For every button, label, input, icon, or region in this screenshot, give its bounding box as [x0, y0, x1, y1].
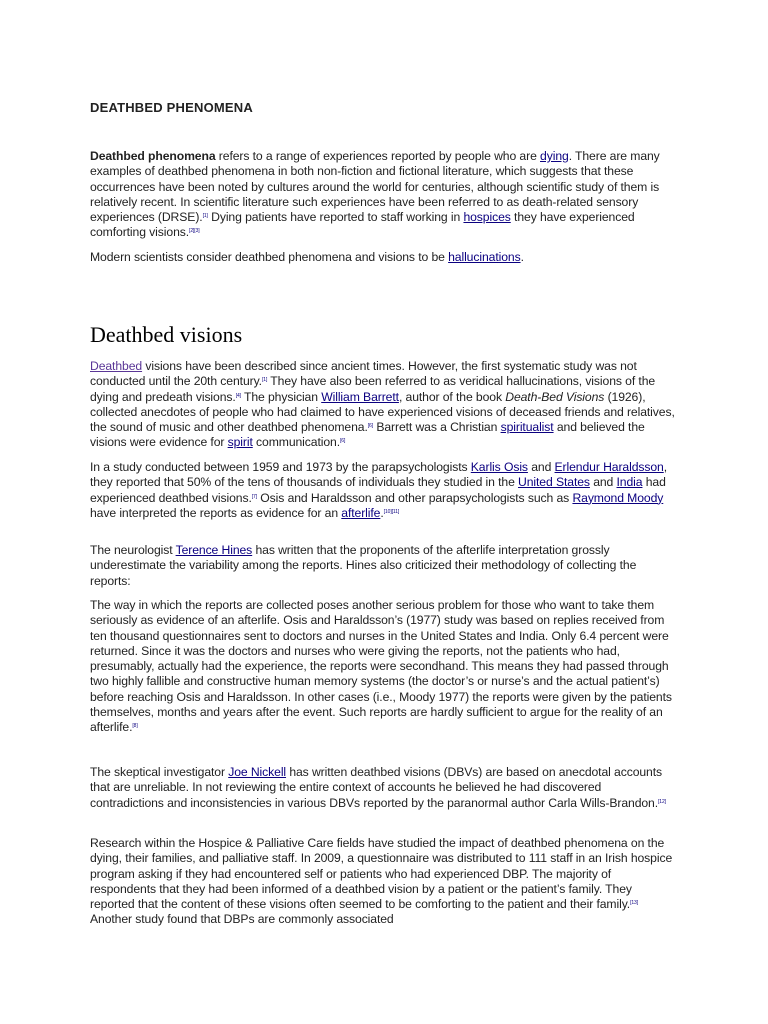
section-paragraph-3: The neurologist Terence Hines has written that the proponents of the afterlife interpretation grossly underestimate the variability among the reports. Hines also criticized their methodology of collecting the reports:	[90, 543, 637, 588]
section-heading: Deathbed visions	[90, 322, 243, 347]
ref-link[interactable]: [6]	[367, 423, 374, 430]
link-erlendur-haraldsson[interactable]: Erlendur Haraldsson	[554, 460, 664, 474]
ref-link[interactable]: [7]	[251, 493, 258, 500]
ref-link[interactable]: [4]	[235, 392, 241, 399]
link-raymond-moody[interactable]: Raymond Moody	[572, 490, 664, 505]
link-terence-hines[interactable]: Terence Hines	[175, 543, 253, 557]
link-spirit[interactable]: spirit	[227, 435, 253, 450]
link-joe-nickell[interactable]: Joe Nickell	[228, 765, 287, 779]
term-bold: Deathbed phenomena	[90, 149, 216, 163]
link-india[interactable]: India	[616, 475, 643, 490]
book-title: Death-Bed Visions	[505, 389, 605, 404]
document-title: DEATHBED PHENOMENA	[90, 100, 253, 115]
ref-link[interactable]: [2][3]	[189, 228, 200, 235]
ref-link[interactable]: [12]	[658, 798, 666, 805]
link-hallucinations[interactable]: hallucinations	[448, 250, 521, 264]
section-paragraph-4: The skeptical investigator Joe Nickell has written deathbed visions (DBVs) are based on anecdotal accounts that are unreliable. In not reviewing the entire context of accounts he believed he had discovered contradictions and inconsistencies in various DBVs reported by the paranormal author Carla Wills-Brandon.[12]	[90, 765, 666, 810]
link-united-states[interactable]: United States	[518, 475, 590, 490]
ref-link[interactable]: [8]	[132, 723, 138, 730]
section-paragraph-2: In a study conducted between 1959 and 1973 by the parapsychologists Karlis Osis and Erlendur Haraldsson, they reported that 50% of the tens of thousands of individuals they studied in the United States and India had experienced deathbed visions.[7] Osis and Haraldsson and other parapsychologists such as Raymond Moody have interpreted the reports as evidence for an afterlife.[10][11]	[90, 460, 668, 520]
section-paragraph-1: Deathbed visions have been described since ancient times. However, the first systematic study was not conducted until the 20th century.[1] They have also been referred to as veridical hallucinations, visions of the dying and predeath visions.[4] The physician William Barrett, author of the book Death-Bed Visions (1926), collected anecdotes of people who had claimed to have experienced visions of deceased friends and relatives, the sound of music and other deathbed phenomena.[6] Barrett was a Christian spiritualist and believed the visions were evidence for spirit communication.[6]	[90, 359, 675, 450]
ref-link[interactable]: [1]	[261, 377, 268, 384]
link-william-barrett[interactable]: William Barrett	[321, 389, 399, 404]
link-dying[interactable]: dying	[540, 149, 569, 163]
link-deathbed[interactable]: Deathbed	[90, 359, 143, 373]
intro-paragraph-1: Deathbed phenomena refers to a range of experiences reported by people who are dying. There are many examples of deathbed phenomena in both non-fiction and fictional literature, which suggests that these occurrences have been noted by cultures around the world for centuries, although scientific study of them is relatively recent. In scientific literature such experiences have been referred to as death-related sensory experiences (DRSE).[1] Dying patients have reported to staff working in hospices they have experienced comforting visions.[2][3]	[90, 149, 660, 240]
section-paragraph-5: Research within the Hospice & Palliative Care fields have studied the impact of deathbed phenomena on the dying, their families, and palliative staff. In 2009, a questionnaire was distributed to 111 staff in an Irish hospice program asking if they had encountered self or patients who had experienced DBP. The majority of respondents that they had been informed of a deathbed vision by a patient or the patient’s family. They reported that the content of these visions often seemed to be comforting to the patient and their family.[13] Another study found that DBPs are commonly associated	[90, 836, 673, 927]
link-spiritualist[interactable]: spiritualist	[500, 420, 554, 435]
ref-link[interactable]: [6]	[340, 438, 346, 445]
ref-link[interactable]: [1]	[202, 213, 208, 220]
intro-paragraph-2: Modern scientists consider deathbed phenomena and visions to be hallucinations.	[90, 250, 524, 264]
link-afterlife[interactable]: afterlife	[341, 505, 381, 520]
link-hospices[interactable]: hospices	[463, 210, 511, 225]
ref-link[interactable]: [13]	[630, 900, 639, 907]
block-quote: The way in which the reports are collected poses another serious problem for those who want to take them seriously as evidence of an afterlife. Osis and Haraldsson’s (1977) study was based on replies received from ten thousand questionnaires sent to doctors and nurses in the United States and India. Only 6.4 percent were returned. Since it was the doctors and nurses who were giving the reports, not the patients who had, presumably, actually had the experience, the reports were secondhand. This means they had passed through two highly fallible and constructive human memory systems (the doctor’s or nurse’s and the actual patient’s) before reaching Osis and Haraldsson. In other cases (i.e., Moody 1977) the reports were given by the patients themselves, months and years after the event. Such reports are hardly sufficient to argue for the reality of an afterlife.[8]	[90, 598, 672, 735]
ref-link[interactable]: [10][11]	[383, 508, 400, 515]
link-karlis-osis[interactable]: Karlis Osis	[470, 460, 528, 474]
